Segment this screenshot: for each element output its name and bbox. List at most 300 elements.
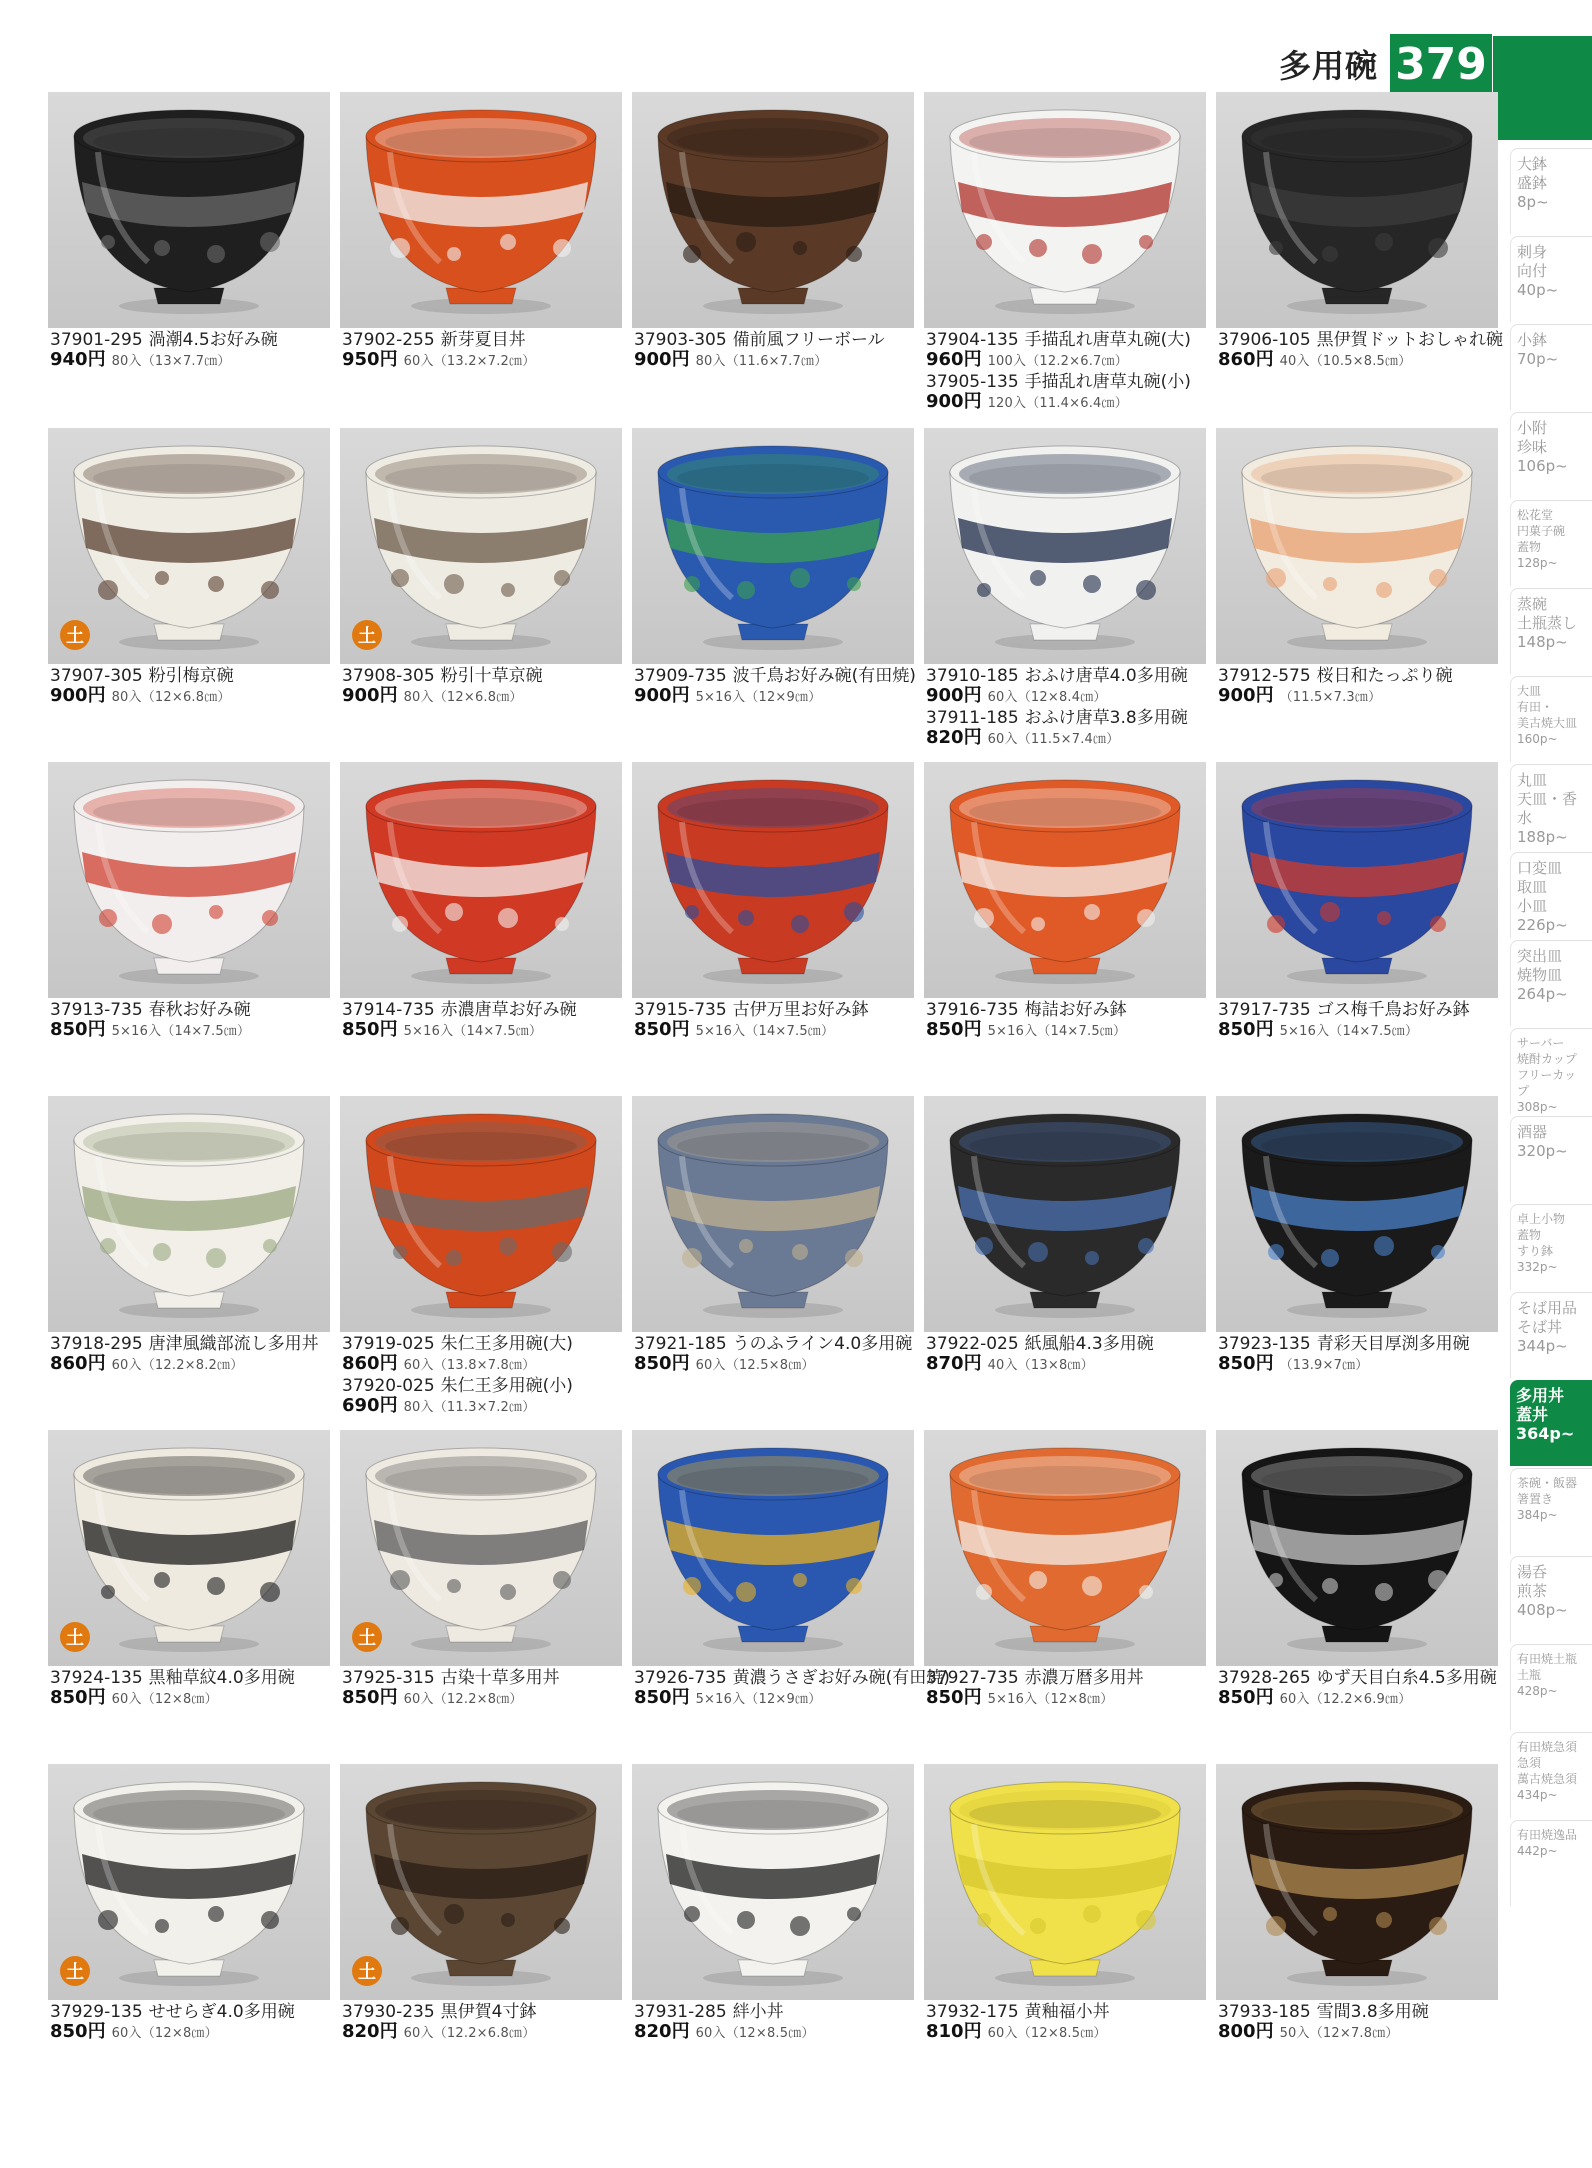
product-caption xyxy=(926,666,1226,750)
bowl-illustration xyxy=(924,1430,1206,1666)
bowl-illustration xyxy=(340,1096,622,1332)
product-photo[interactable] xyxy=(632,1430,914,1666)
clay-badge-icon: 土 xyxy=(60,1956,90,1986)
product-title-line xyxy=(1218,666,1518,686)
product-price: 820円 xyxy=(634,2021,690,2042)
product-name: うのふライン4.0多用碗 xyxy=(732,1334,913,1354)
product-title-line xyxy=(926,1668,1226,1688)
product-price: 850円 xyxy=(50,1687,106,1708)
index-tab[interactable]: 蒸碗 土瓶蒸し 148p~ xyxy=(1510,588,1592,674)
product-photo[interactable] xyxy=(924,1096,1206,1332)
product-price-line xyxy=(926,728,1226,750)
product-code: 37915-735 xyxy=(634,1000,727,1020)
product-caption xyxy=(342,330,642,372)
product-title-line xyxy=(634,2002,934,2022)
product-price-line xyxy=(634,1020,934,1042)
product-code: 37910-185 xyxy=(926,666,1019,686)
product-detail: 5×16入（14×7.5㎝） xyxy=(111,1024,251,1039)
product-title-line xyxy=(1218,1000,1518,1020)
product-code: 37923-135 xyxy=(1218,1334,1311,1354)
product-detail: 50入（12×7.8㎝） xyxy=(1279,2026,1399,2041)
bowl-illustration xyxy=(1216,1764,1498,2000)
product-caption xyxy=(50,2002,350,2044)
product-price: 900円 xyxy=(634,685,690,706)
page-number: 379 xyxy=(1390,34,1492,94)
product-code: 37925-315 xyxy=(342,1668,435,1688)
index-tab[interactable]: 茶碗・飯器 箸置き 384p~ xyxy=(1510,1468,1592,1554)
index-tab[interactable]: 丸皿 天皿・香水 188p~ xyxy=(1510,764,1592,850)
product-price: 860円 xyxy=(50,1353,106,1374)
product-detail: 60入（13.8×7.8㎝） xyxy=(403,1358,536,1373)
product-price-line xyxy=(342,1020,642,1042)
product-price-line xyxy=(1218,686,1518,708)
product-photo[interactable] xyxy=(1216,92,1498,328)
product-photo[interactable] xyxy=(48,428,330,664)
index-tab[interactable]: 突出皿 焼物皿 264p~ xyxy=(1510,940,1592,1026)
bowl-illustration xyxy=(924,1096,1206,1332)
product-price-line xyxy=(342,350,642,372)
product-caption xyxy=(50,666,350,708)
product-price-line xyxy=(50,686,350,708)
product-name: せせらぎ4.0多用碗 xyxy=(148,2002,295,2022)
bowl-illustration xyxy=(48,762,330,998)
product-photo[interactable] xyxy=(340,762,622,998)
product-title-line xyxy=(342,1334,642,1354)
product-price: 900円 xyxy=(634,349,690,370)
product-price: 850円 xyxy=(342,1019,398,1040)
product-name: 手描乱れ唐草丸碗(大) xyxy=(1024,330,1191,350)
bowl-illustration xyxy=(48,428,330,664)
product-title-line xyxy=(926,372,1226,392)
product-title-line xyxy=(634,666,934,686)
product-name: 唐津風織部流し多用丼 xyxy=(148,1334,319,1354)
product-caption xyxy=(926,1334,1226,1376)
product-price: 940円 xyxy=(50,349,106,370)
product-photo[interactable] xyxy=(632,762,914,998)
product-photo[interactable] xyxy=(632,1096,914,1332)
product-card[interactable] xyxy=(1216,92,1503,412)
product-card[interactable] xyxy=(340,762,624,1082)
product-title-line xyxy=(342,666,642,686)
clay-badge-icon: 土 xyxy=(60,620,90,650)
product-photo[interactable] xyxy=(924,92,1206,328)
product-detail: 60入（12×8㎝） xyxy=(111,2026,218,2041)
index-tab-active[interactable]: 多用丼 蓋丼 364p~ xyxy=(1510,1380,1592,1466)
product-price-line xyxy=(342,1688,642,1710)
product-price: 900円 xyxy=(1218,685,1274,706)
product-code: 37902-255 xyxy=(342,330,435,350)
product-photo[interactable] xyxy=(340,1430,622,1666)
product-card[interactable] xyxy=(340,1430,624,1750)
product-title-line xyxy=(1218,330,1518,350)
product-title-line xyxy=(50,1668,350,1688)
index-tab[interactable]: そば用品 そば丼 344p~ xyxy=(1510,1292,1592,1378)
product-photo[interactable] xyxy=(340,92,622,328)
product-photo[interactable] xyxy=(924,762,1206,998)
bowl-illustration xyxy=(924,428,1206,664)
product-photo[interactable] xyxy=(1216,762,1498,998)
product-title-line xyxy=(926,666,1226,686)
product-code: 37926-735 xyxy=(634,1668,727,1688)
product-photo[interactable] xyxy=(340,1764,622,2000)
product-title-line xyxy=(342,2002,642,2022)
product-code: 37933-185 xyxy=(1218,2002,1311,2022)
product-card[interactable] xyxy=(924,762,1208,1082)
product-detail: 120入（11.4×6.4㎝） xyxy=(987,396,1128,411)
product-price-line xyxy=(926,392,1226,414)
product-photo[interactable] xyxy=(1216,1764,1498,2000)
product-card[interactable] xyxy=(48,1096,332,1416)
product-code: 37908-305 xyxy=(342,666,435,686)
product-name: ゴス梅千鳥お好み鉢 xyxy=(1316,1000,1470,1020)
product-price-line xyxy=(634,1688,934,1710)
product-card[interactable] xyxy=(48,428,332,748)
product-photo[interactable] xyxy=(1216,428,1498,664)
product-price: 900円 xyxy=(926,685,982,706)
product-detail: 60入（12.2×8㎝） xyxy=(403,1692,523,1707)
product-caption xyxy=(634,1334,934,1376)
product-card[interactable] xyxy=(924,428,1208,748)
bowl-illustration xyxy=(340,1430,622,1666)
product-code: 37914-735 xyxy=(342,1000,435,1020)
product-price: 860円 xyxy=(342,1353,398,1374)
product-price-line xyxy=(926,350,1226,372)
product-price: 850円 xyxy=(634,1019,690,1040)
product-name: 朱仁王多用碗(小) xyxy=(440,1376,573,1396)
product-title-line xyxy=(342,330,642,350)
product-caption xyxy=(342,666,642,708)
product-detail: （11.5×7.3㎝） xyxy=(1279,690,1382,705)
product-price: 850円 xyxy=(342,1687,398,1708)
product-detail: 40入（13×8㎝） xyxy=(987,1358,1094,1373)
product-detail: 5×16入（12×9㎝） xyxy=(695,1692,822,1707)
category-index xyxy=(1510,148,1592,1908)
product-price: 900円 xyxy=(342,685,398,706)
product-code: 37903-305 xyxy=(634,330,727,350)
product-card[interactable] xyxy=(632,92,916,412)
product-card[interactable] xyxy=(48,92,332,412)
product-title-line xyxy=(1218,2002,1518,2022)
product-title-line xyxy=(50,330,350,350)
product-caption xyxy=(342,1000,642,1042)
product-caption xyxy=(634,2002,934,2044)
product-code: 37924-135 xyxy=(50,1668,143,1688)
product-caption xyxy=(634,330,934,372)
product-code: 37904-135 xyxy=(926,330,1019,350)
bowl-illustration xyxy=(632,1096,914,1332)
product-name: 手描乱れ唐草丸碗(小) xyxy=(1024,372,1191,392)
product-price: 850円 xyxy=(1218,1687,1274,1708)
product-photo[interactable] xyxy=(340,428,622,664)
product-card[interactable] xyxy=(1216,762,1500,1082)
product-title-line xyxy=(926,2002,1226,2022)
product-name: 朱仁王多用碗(大) xyxy=(440,1334,573,1354)
product-card[interactable] xyxy=(632,428,916,748)
product-photo[interactable] xyxy=(924,1430,1206,1666)
product-name: 黒釉草紋4.0多用碗 xyxy=(148,1668,295,1688)
bowl-illustration xyxy=(48,1764,330,2000)
product-code: 37918-295 xyxy=(50,1334,143,1354)
product-code: 37906-105 xyxy=(1218,330,1311,350)
product-caption xyxy=(634,666,934,708)
product-price: 850円 xyxy=(926,1019,982,1040)
clay-badge-icon: 土 xyxy=(60,1622,90,1652)
product-price-line xyxy=(342,2022,642,2044)
product-detail: 5×16入（14×7.5㎝） xyxy=(1279,1024,1419,1039)
product-price-line xyxy=(634,2022,934,2044)
product-price: 850円 xyxy=(50,1019,106,1040)
product-detail: 5×16入（14×7.5㎝） xyxy=(987,1024,1127,1039)
product-detail: 5×16入（12×9㎝） xyxy=(695,690,822,705)
product-caption xyxy=(634,1668,950,1710)
product-title-line xyxy=(50,1334,350,1354)
product-price-line xyxy=(342,686,642,708)
product-detail: 80入（11.6×7.7㎝） xyxy=(695,354,828,369)
product-code: 37905-135 xyxy=(926,372,1019,392)
product-card[interactable] xyxy=(1216,1430,1500,1750)
bowl-illustration xyxy=(48,92,330,328)
product-card[interactable] xyxy=(48,1764,332,2084)
product-title-line xyxy=(342,1668,642,1688)
product-price-line xyxy=(1218,350,1518,372)
product-caption xyxy=(1218,666,1518,708)
product-code: 37916-735 xyxy=(926,1000,1019,1020)
product-name: 桜日和たっぷり碗 xyxy=(1316,666,1453,686)
product-price: 850円 xyxy=(926,1687,982,1708)
product-name: 新芽夏目丼 xyxy=(440,330,526,350)
product-name: 絆小丼 xyxy=(732,2002,784,2022)
product-price: 900円 xyxy=(926,391,982,412)
product-price-line xyxy=(342,1354,642,1376)
product-card[interactable] xyxy=(1216,428,1500,748)
product-price-line xyxy=(926,1688,1226,1710)
bowl-illustration xyxy=(340,428,622,664)
product-photo[interactable] xyxy=(48,92,330,328)
product-name: 粉引梅京碗 xyxy=(148,666,234,686)
product-detail: 80入（12×6.8㎝） xyxy=(403,690,523,705)
product-caption xyxy=(50,1000,350,1042)
product-card[interactable] xyxy=(48,1430,332,1750)
product-title-line xyxy=(1218,1334,1518,1354)
product-card[interactable] xyxy=(48,762,332,1082)
product-photo[interactable] xyxy=(340,1096,622,1332)
product-name: 古染十草多用丼 xyxy=(440,1668,560,1688)
product-card[interactable] xyxy=(340,1096,624,1416)
index-tab[interactable]: 湯呑 煎茶 408p~ xyxy=(1510,1556,1592,1642)
product-name: 雪間3.8多用碗 xyxy=(1316,2002,1429,2022)
product-caption xyxy=(1218,1334,1518,1376)
product-caption xyxy=(50,330,350,372)
product-card[interactable] xyxy=(1216,1096,1500,1416)
product-code: 37907-305 xyxy=(50,666,143,686)
product-photo[interactable] xyxy=(924,428,1206,664)
product-photo[interactable] xyxy=(48,1096,330,1332)
product-detail: 60入（12×8.5㎝） xyxy=(695,2026,815,2041)
product-card[interactable] xyxy=(340,428,624,748)
product-card[interactable] xyxy=(924,1430,1208,1750)
product-name: 紙風船4.3多用碗 xyxy=(1024,1334,1154,1354)
clay-badge-icon: 土 xyxy=(352,1622,382,1652)
product-photo[interactable] xyxy=(48,1764,330,2000)
bowl-illustration xyxy=(632,1764,914,2000)
product-detail: 60入（12×8.4㎝） xyxy=(987,690,1107,705)
product-code: 37901-295 xyxy=(50,330,143,350)
index-tab[interactable]: 有田焼逸品 442p~ xyxy=(1510,1820,1592,1906)
product-photo[interactable] xyxy=(1216,1430,1498,1666)
product-name: おふけ唐草4.0多用碗 xyxy=(1024,666,1188,686)
product-name: 梅詰お好み鉢 xyxy=(1024,1000,1127,1020)
bowl-illustration xyxy=(1216,1430,1498,1666)
product-title-line xyxy=(634,1334,934,1354)
product-card[interactable] xyxy=(924,1096,1208,1416)
product-card[interactable] xyxy=(632,762,916,1082)
product-price: 850円 xyxy=(50,2021,106,2042)
product-photo[interactable] xyxy=(632,428,914,664)
product-price-line xyxy=(926,1354,1226,1376)
product-price: 850円 xyxy=(634,1353,690,1374)
product-detail: 60入（12×8.5㎝） xyxy=(987,2026,1107,2041)
product-detail: 60入（12.2×8.2㎝） xyxy=(111,1358,244,1373)
product-photo[interactable] xyxy=(48,1430,330,1666)
bowl-illustration xyxy=(48,1430,330,1666)
product-price: 860円 xyxy=(1218,349,1274,370)
product-detail: （13.9×7㎝） xyxy=(1279,1358,1369,1373)
product-caption xyxy=(926,1000,1226,1042)
product-caption xyxy=(1218,1668,1518,1710)
product-name: 渦潮4.5お好み碗 xyxy=(148,330,278,350)
bowl-illustration xyxy=(632,762,914,998)
product-caption xyxy=(50,1334,350,1376)
product-name: 青彩天目厚渕多用碗 xyxy=(1316,1334,1470,1354)
product-card[interactable] xyxy=(924,1764,1208,2084)
product-name: 黄濃うさぎお好み碗(有田焼) xyxy=(732,1668,950,1688)
product-caption xyxy=(634,1000,934,1042)
product-title-line xyxy=(50,666,350,686)
product-title-line xyxy=(634,1000,934,1020)
product-name: 黄釉福小丼 xyxy=(1024,2002,1110,2022)
index-tab[interactable]: 口変皿 取皿 小皿 226p~ xyxy=(1510,852,1592,938)
clay-badge-icon: 土 xyxy=(352,620,382,650)
product-caption xyxy=(342,2002,642,2044)
product-photo[interactable] xyxy=(632,92,914,328)
product-detail: 60入（12.2×6.9㎝） xyxy=(1279,1692,1412,1707)
product-name: 古伊万里お好み鉢 xyxy=(732,1000,869,1020)
product-code: 37927-735 xyxy=(926,1668,1019,1688)
index-tab[interactable]: 大皿 有田・ 美古焼大皿 160p~ xyxy=(1510,676,1592,762)
product-code: 37928-265 xyxy=(1218,1668,1311,1688)
product-price: 850円 xyxy=(634,1687,690,1708)
product-price-line xyxy=(1218,1354,1518,1376)
index-tab[interactable]: 刺身 向付 40p~ xyxy=(1510,236,1592,322)
product-title-line xyxy=(634,1668,950,1688)
product-detail: 5×16入（12×8㎝） xyxy=(987,1692,1114,1707)
bowl-illustration xyxy=(340,92,622,328)
bowl-illustration xyxy=(1216,1096,1498,1332)
product-title-line xyxy=(926,1334,1226,1354)
product-detail: 60入（12.5×8㎝） xyxy=(695,1358,815,1373)
product-card[interactable] xyxy=(340,92,624,412)
product-card[interactable] xyxy=(924,92,1208,412)
product-price: 810円 xyxy=(926,2021,982,2042)
product-name: ゆず天目白糸4.5多用碗 xyxy=(1316,1668,1497,1688)
product-code: 37921-185 xyxy=(634,1334,727,1354)
bowl-illustration xyxy=(1216,428,1498,664)
product-detail: 60入（13.2×7.2㎝） xyxy=(403,354,536,369)
clay-badge-icon: 土 xyxy=(352,1956,382,1986)
product-title-line xyxy=(50,1000,350,1020)
product-price-line xyxy=(50,1688,350,1710)
product-detail: 80入（12×6.8㎝） xyxy=(111,690,231,705)
product-detail: 80入（13×7.7㎝） xyxy=(111,354,231,369)
product-card[interactable] xyxy=(632,1764,916,2084)
bowl-illustration xyxy=(340,1764,622,2000)
product-code: 37913-735 xyxy=(50,1000,143,1020)
index-tab[interactable]: 有田焼急須 急須 萬古焼急須 434p~ xyxy=(1510,1732,1592,1818)
product-detail: 40入（10.5×8.5㎝） xyxy=(1279,354,1412,369)
bowl-illustration xyxy=(924,1764,1206,2000)
product-title-line xyxy=(634,330,934,350)
product-code: 37917-735 xyxy=(1218,1000,1311,1020)
index-tab[interactable]: 小鉢 70p~ xyxy=(1510,324,1592,410)
product-price-line xyxy=(50,350,350,372)
product-price-line xyxy=(1218,1688,1518,1710)
product-detail: 5×16入（14×7.5㎝） xyxy=(403,1024,543,1039)
product-photo[interactable] xyxy=(924,1764,1206,2000)
product-title-line xyxy=(342,1376,642,1396)
product-name: おふけ唐草3.8多用碗 xyxy=(1024,708,1188,728)
product-name: 黒伊賀ドットおしゃれ碗 xyxy=(1316,330,1503,350)
product-price-line xyxy=(50,2022,350,2044)
index-tab[interactable]: 酒器 320p~ xyxy=(1510,1116,1592,1202)
index-tab[interactable]: 卓上小物 蓋物 すり鉢 332p~ xyxy=(1510,1204,1592,1290)
product-name: 備前風フリーボール xyxy=(732,330,885,350)
product-title-line xyxy=(926,330,1226,350)
bowl-illustration xyxy=(924,762,1206,998)
product-price-line xyxy=(50,1354,350,1376)
index-tab[interactable]: サーバー 焼酎カップ フリーカップ 308p~ xyxy=(1510,1028,1592,1114)
product-photo[interactable] xyxy=(1216,1096,1498,1332)
product-name: 春秋お好み碗 xyxy=(148,1000,251,1020)
product-code: 37909-735 xyxy=(634,666,727,686)
product-title-line xyxy=(926,1000,1226,1020)
product-photo[interactable] xyxy=(48,762,330,998)
product-code: 37911-185 xyxy=(926,708,1019,728)
index-top-bar xyxy=(1493,36,1592,140)
product-detail: 60入（11.5×7.4㎝） xyxy=(987,732,1120,747)
index-tab[interactable]: 松花堂 円菓子碗 蓋物 128p~ xyxy=(1510,500,1592,586)
product-card[interactable] xyxy=(1216,1764,1500,2084)
product-card[interactable] xyxy=(632,1430,950,1750)
index-tab[interactable]: 有田焼土瓶 土瓶 428p~ xyxy=(1510,1644,1592,1730)
bowl-illustration xyxy=(1216,92,1498,328)
product-detail: 60入（12×8㎝） xyxy=(111,1692,218,1707)
product-title-line xyxy=(1218,1668,1518,1688)
product-price-line xyxy=(634,686,934,708)
product-price-line xyxy=(1218,2022,1518,2044)
product-name: 赤濃唐草お好み碗 xyxy=(440,1000,577,1020)
product-title-line xyxy=(926,708,1226,728)
product-card[interactable] xyxy=(340,1764,624,2084)
product-caption xyxy=(926,330,1226,414)
bowl-illustration xyxy=(632,428,914,664)
index-tab[interactable]: 小附 珍味 106p~ xyxy=(1510,412,1592,498)
product-detail: 100入（12.2×6.7㎝） xyxy=(987,354,1128,369)
product-card[interactable] xyxy=(632,1096,916,1416)
bowl-illustration xyxy=(924,92,1206,328)
product-caption xyxy=(1218,2002,1518,2044)
product-photo[interactable] xyxy=(632,1764,914,2000)
index-tab[interactable]: 大鉢 盛鉢 8p~ xyxy=(1510,148,1592,234)
